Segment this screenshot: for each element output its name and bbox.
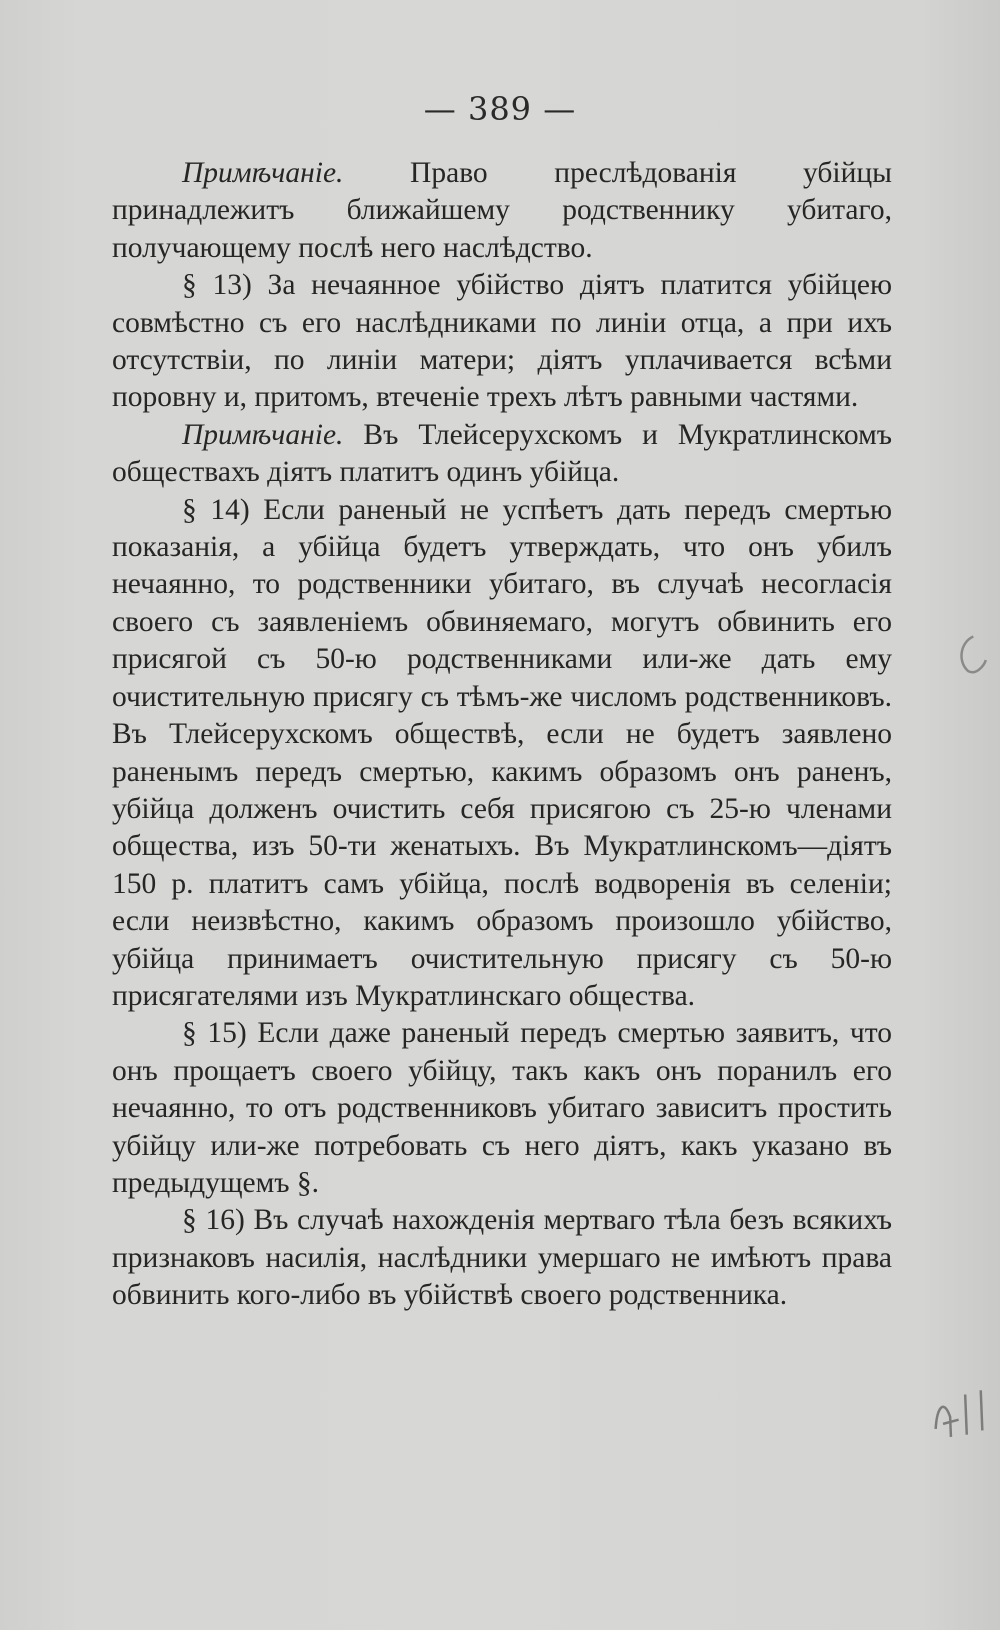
note-paragraph [112, 155, 892, 267]
section-15-paragraph [112, 1015, 892, 1202]
paragraph-text: Право преслѣдованія убійцы принадлежитъ ближайшему родственнику убитаго, получающему послѣ него наслѣдство. [112, 157, 892, 264]
paragraph-text: § 13) За нечаянное убійство діятъ платится убійцею совмѣстно съ его наслѣдниками по линіи отца, а при ихъ отсутствіи, по линіи матери; діятъ уплачивается всѣми поровну и, притомъ, втеченіе трехъ лѣтъ равными частями. [112, 269, 892, 414]
paragraph-text: § 16) Въ случаѣ нахожденія мертваго тѣла безъ всякихъ признаковъ насилія, наслѣдники умершаго не имѣютъ права обвинить кого-либо въ убійствѣ своего родственника. [112, 1204, 892, 1312]
pencil-margin-mark [944, 626, 996, 685]
section-13-paragraph [112, 267, 892, 417]
section-16-paragraph [112, 1202, 892, 1314]
page-number: — 389 — [423, 90, 577, 128]
page-text [112, 155, 892, 1315]
note-label: Примѣчаніе. [182, 157, 344, 189]
pencil-margin-mark [924, 1380, 1000, 1449]
note-paragraph [112, 417, 892, 492]
section-14-paragraph [112, 492, 892, 1016]
note-label: Примѣчаніе. [182, 418, 344, 451]
paragraph-text: § 14) Если раненый не успѣетъ дать передъ смертью показанія, а убійца будетъ утверждать, что онъ убилъ нечаянно, то родственники убитаго, въ случаѣ несогласія своего съ заявленіемъ обвиняемаго, могутъ обвинить его присягой съ 50-ю родственниками или-же дать ему очистительную присягу съ тѣмъ-же числомъ родственниковъ. Въ Тлейсерухскомъ обществѣ, если не будетъ заявлено раненымъ передъ смертью, какимъ образомъ онъ раненъ, убійца долженъ очистить себя присягою съ 25-ю членами общества, изъ 50-ти женатыхъ. Въ Мукратлинскомъ—діятъ 150 р. платитъ самъ убійца, послѣ водворенія въ селеніи; если неизвѣстно, какимъ образомъ произошло убійство, убійца принимаетъ очистительную присягу съ 50-ю присягателями изъ Мукратлинскаго общества. [112, 493, 892, 1012]
paragraph-text: § 15) Если даже раненый передъ смертью заявитъ, что онъ прощаетъ своего убійцу, такъ какъ онъ поранилъ его нечаянно, то отъ родственниковъ убитаго зависитъ простить убійцу или-же потребовать съ него діятъ, какъ указано въ предыдущемъ §. [112, 1017, 892, 1199]
paragraph-text: Въ Тлейсерухскомъ и Мукратлинскомъ обществахъ діятъ платитъ одинъ убійца. [112, 418, 892, 489]
